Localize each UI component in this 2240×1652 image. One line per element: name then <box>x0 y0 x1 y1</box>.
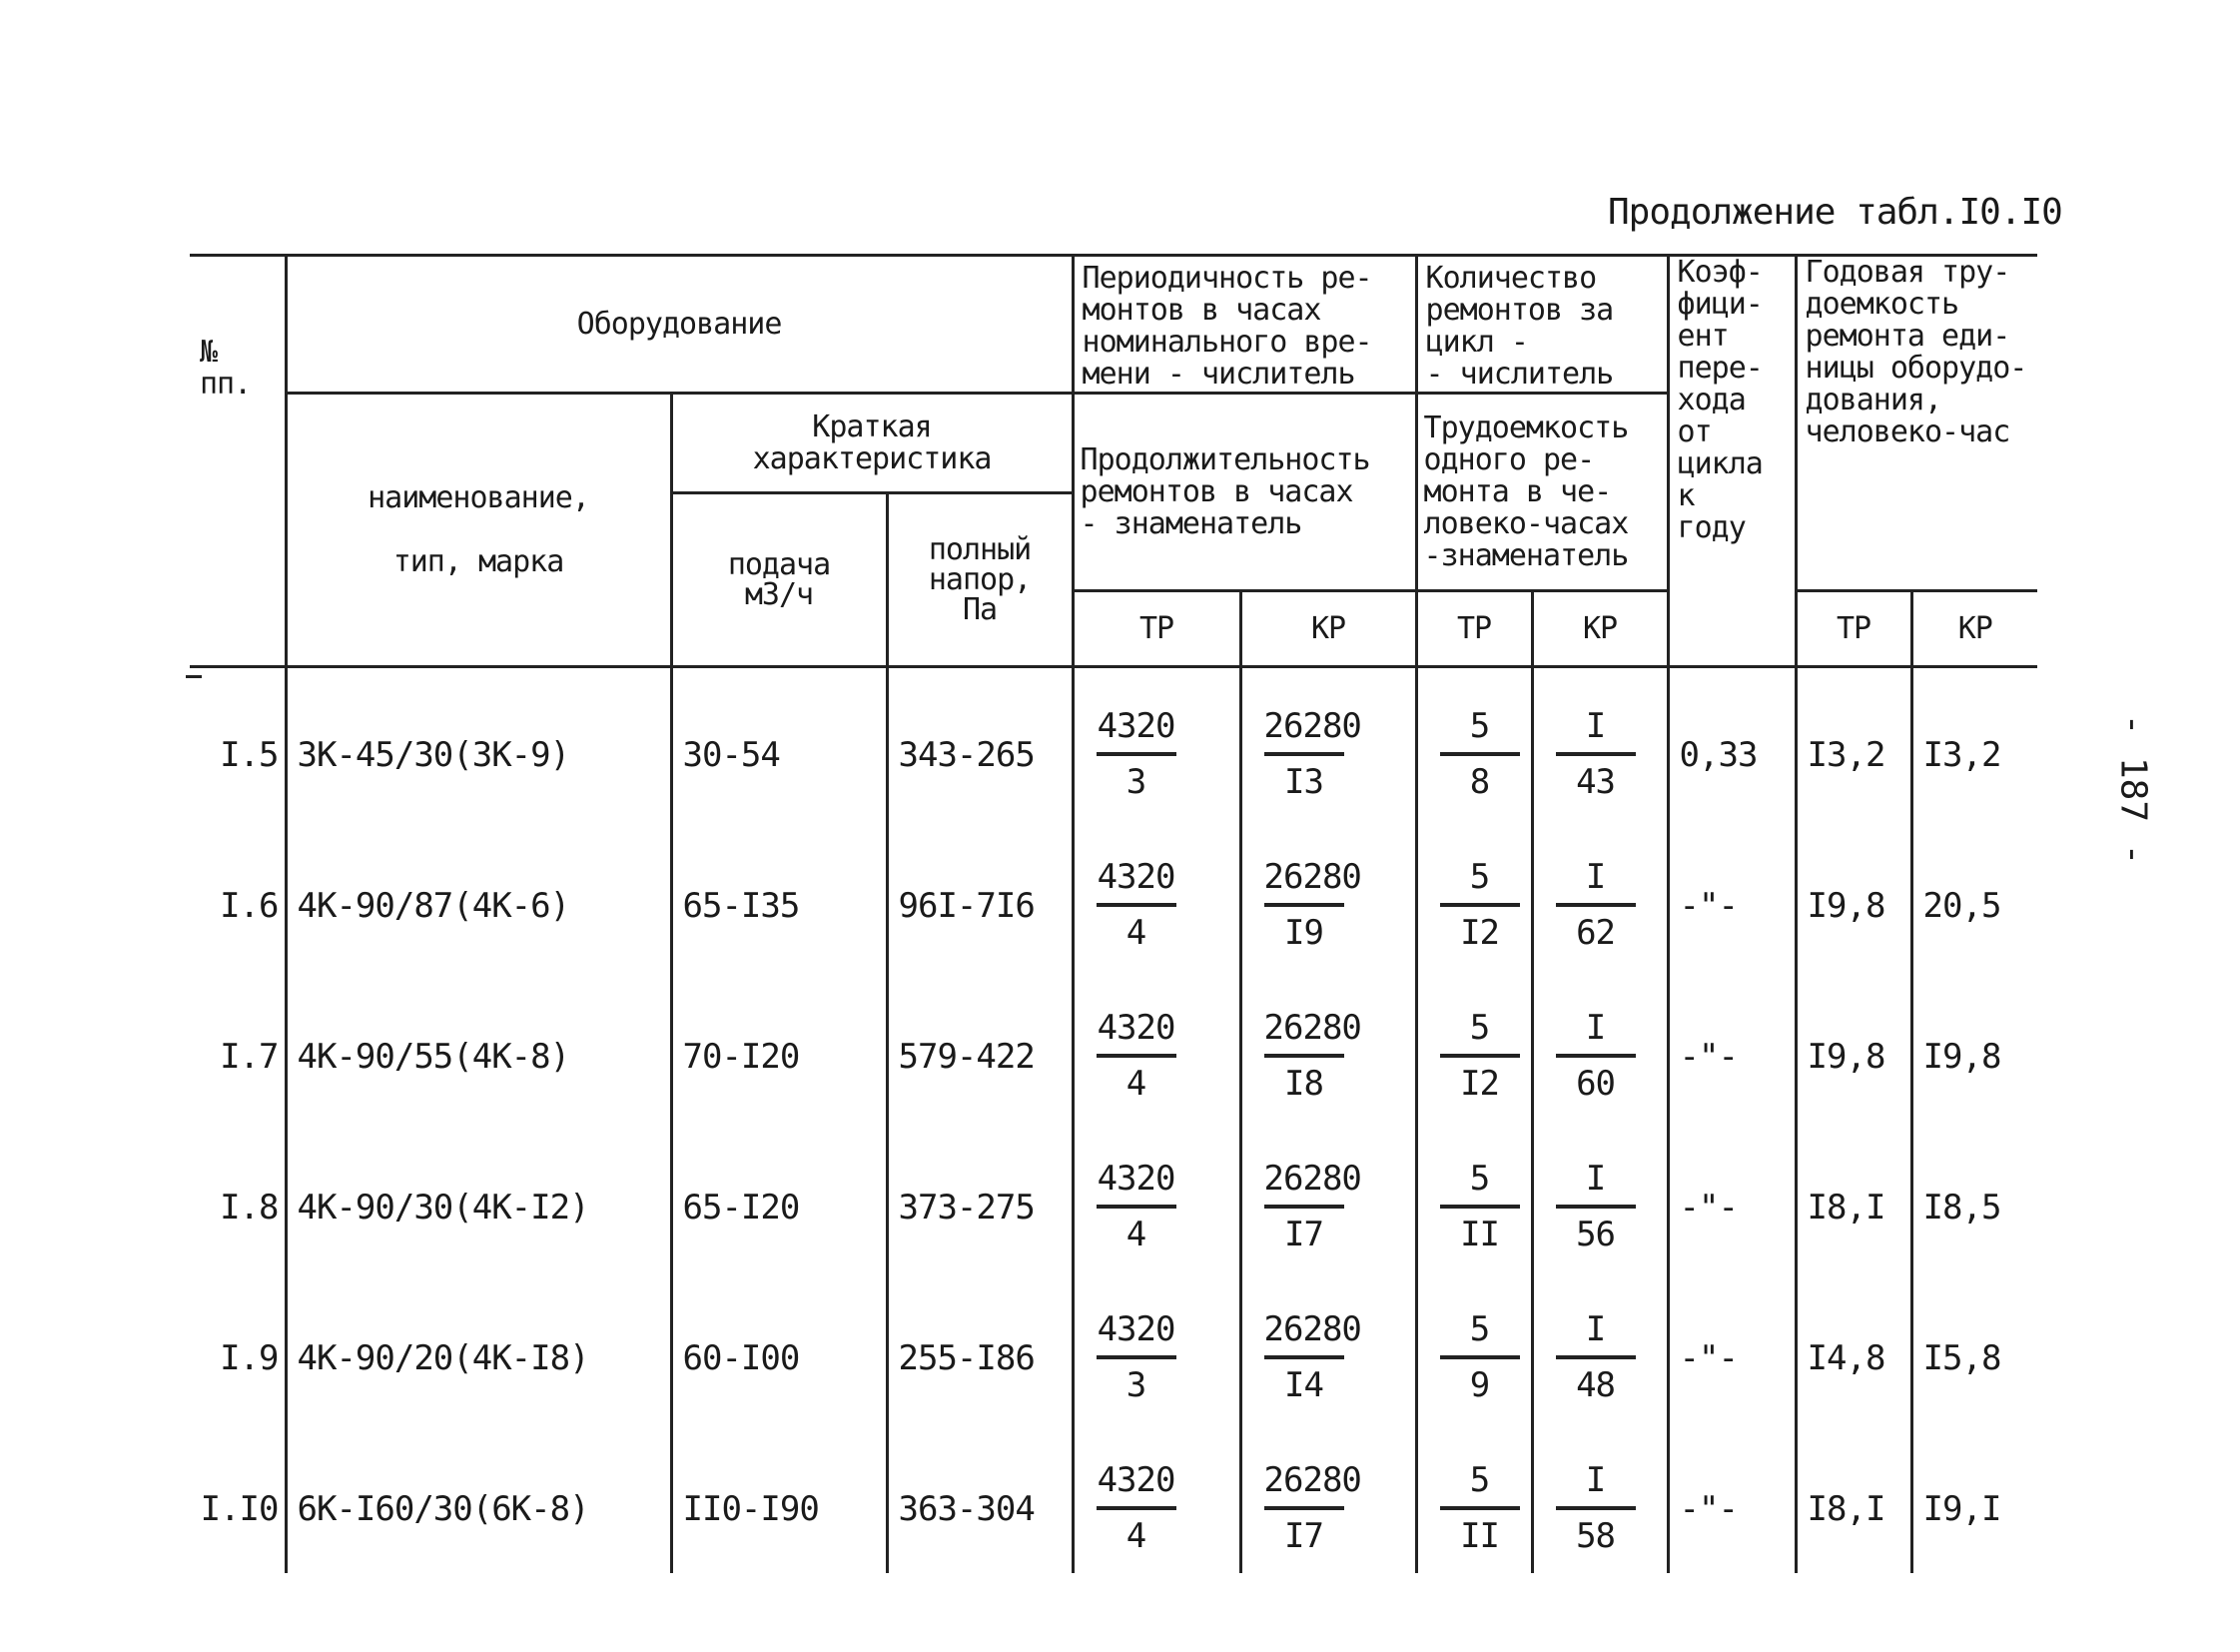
head-value: 373-275 <box>887 1121 1073 1271</box>
coefficient-value: -"- <box>1668 1271 1796 1422</box>
head-value: 579-422 <box>887 970 1073 1121</box>
kr-periodicity-fraction-denominator: I4 <box>1284 1365 1323 1405</box>
head-value: 96I-7I6 <box>887 819 1073 970</box>
annual-tr-value: I8,I <box>1796 1422 1911 1573</box>
kr-count-fraction <box>1532 1422 1668 1573</box>
feed-value: 60-I00 <box>671 1271 887 1422</box>
table-caption: Продолжение табл.I0.I0 <box>1608 192 2062 233</box>
tr-periodicity-fraction <box>1073 1422 1240 1573</box>
header-brief: Краткая характеристика <box>671 394 1073 493</box>
kr-count-fraction-numerator: I <box>1556 857 1636 907</box>
annual-tr-value: I9,8 <box>1796 970 1911 1121</box>
feed-value: 65-I20 <box>671 1121 887 1271</box>
tr-periodicity-fraction <box>1073 667 1240 820</box>
header-repair-count: Количество ремонтов за цикл - - числитель <box>1416 256 1668 394</box>
kr-count-fraction-denominator: 48 <box>1576 1365 1616 1405</box>
header-per-kr: КР <box>1240 591 1416 667</box>
annual-kr-value: I3,2 <box>1911 667 2037 820</box>
header-ann-kr: КР <box>1911 591 2037 667</box>
table-row <box>190 819 2037 970</box>
tr-periodicity-fraction-denominator: 4 <box>1125 913 1146 953</box>
annual-kr-value: I5,8 <box>1922 1338 2001 1378</box>
tr-periodicity-fraction-numerator: 4320 <box>1097 706 1176 756</box>
table-body <box>190 667 2037 1574</box>
tr-count-fraction-denominator: II <box>1460 1516 1500 1556</box>
tr-count-fraction-denominator: II <box>1460 1215 1500 1254</box>
tr-count-fraction-numerator: 5 <box>1440 1309 1520 1359</box>
tr-count-fraction <box>1416 1271 1532 1422</box>
equipment-name: 4К-90/87(4К-6) <box>286 819 671 970</box>
tr-periodicity-fraction-numerator: 4320 <box>1097 1460 1176 1510</box>
tr-count-fraction-numerator: 5 <box>1440 706 1520 756</box>
kr-periodicity-fraction-numerator: 26280 <box>1264 1460 1344 1510</box>
tr-periodicity-fraction-denominator: 4 <box>1125 1516 1146 1556</box>
kr-count-fraction <box>1532 667 1668 820</box>
tr-count-fraction-numerator: 5 <box>1440 1008 1520 1058</box>
kr-count-fraction <box>1532 819 1668 970</box>
kr-periodicity-fraction-denominator: I3 <box>1284 762 1323 802</box>
row-number: I.5 <box>190 667 286 820</box>
header-periodicity: Периодичность ре- монтов в часах номинального вре- мени - числитель <box>1073 256 1416 394</box>
row-number: I.I0 <box>190 1422 286 1573</box>
kr-periodicity-fraction <box>1240 1121 1416 1271</box>
tr-periodicity-fraction-numerator: 4320 <box>1097 1008 1176 1058</box>
row-number: I.6 <box>190 819 286 970</box>
kr-count-fraction-denominator: 43 <box>1576 762 1616 802</box>
table-row <box>190 1271 2037 1422</box>
equipment-name: 6К-I60/30(6К-8) <box>286 1422 671 1573</box>
kr-periodicity-fraction-numerator: 26280 <box>1264 706 1344 756</box>
header-head: полный напор, Па <box>887 493 1073 667</box>
header-ann-tr: ТР <box>1796 591 1911 667</box>
annual-kr-value: I9,8 <box>1922 1037 2001 1077</box>
coefficient-value: -"- <box>1668 970 1796 1121</box>
equipment-name: 4К-90/20(4К-I8) <box>286 1271 671 1422</box>
repair-table <box>190 254 2037 1573</box>
kr-count-fraction-numerator: I <box>1556 1460 1636 1510</box>
tr-count-fraction-denominator: I2 <box>1460 913 1500 953</box>
header-per-tr: ТР <box>1073 591 1240 667</box>
annual-tr-value: I3,2 <box>1796 667 1911 820</box>
kr-count-fraction <box>1532 1271 1668 1422</box>
head-value: 255-I86 <box>887 1271 1073 1422</box>
tr-count-fraction <box>1416 970 1532 1121</box>
head-value: 343-265 <box>887 667 1073 820</box>
coefficient-value: 0,33 <box>1668 667 1796 820</box>
kr-periodicity-fraction-numerator: 26280 <box>1264 857 1344 907</box>
header-cnt-kr: КР <box>1532 591 1668 667</box>
feed-value: 30-54 <box>671 667 887 820</box>
tr-periodicity-fraction-denominator: 4 <box>1125 1064 1146 1104</box>
tr-count-fraction <box>1416 819 1532 970</box>
header-feed: подача м3/ч <box>671 493 887 667</box>
tr-periodicity-fraction-denominator: 4 <box>1125 1215 1146 1254</box>
tr-periodicity-fraction <box>1073 1121 1240 1271</box>
tr-periodicity-fraction <box>1073 819 1240 970</box>
tr-periodicity-fraction-numerator: 4320 <box>1097 1159 1176 1209</box>
kr-count-fraction <box>1532 1121 1668 1271</box>
annual-kr-value: I9,I <box>1922 1489 2001 1529</box>
tr-count-fraction-numerator: 5 <box>1440 1159 1520 1209</box>
table-row <box>190 1121 2037 1271</box>
tr-periodicity-fraction <box>1073 1271 1240 1422</box>
kr-periodicity-fraction-numerator: 26280 <box>1264 1008 1344 1058</box>
kr-count-fraction-numerator: I <box>1556 1309 1636 1359</box>
coefficient-value: -"- <box>1668 1422 1796 1573</box>
header-name: наименование, тип, марка <box>286 394 671 667</box>
kr-periodicity-fraction <box>1240 1271 1416 1422</box>
annual-tr-value: I9,8 <box>1796 819 1911 970</box>
kr-count-fraction-numerator: I <box>1556 1008 1636 1058</box>
kr-periodicity-fraction <box>1240 1422 1416 1573</box>
row-number: I.7 <box>190 970 286 1121</box>
feed-value: 70-I20 <box>671 970 887 1121</box>
kr-periodicity-fraction-denominator: I7 <box>1284 1516 1323 1556</box>
kr-periodicity-fraction-denominator: I7 <box>1284 1215 1323 1254</box>
tr-periodicity-fraction-denominator: 3 <box>1125 1365 1146 1405</box>
table-row <box>190 1422 2037 1573</box>
tr-periodicity-fraction-numerator: 4320 <box>1097 857 1176 907</box>
tr-periodicity-fraction <box>1073 970 1240 1121</box>
kr-periodicity-fraction <box>1240 667 1416 820</box>
header-cnt-tr: ТР <box>1416 591 1532 667</box>
kr-periodicity-fraction-denominator: I9 <box>1284 913 1323 953</box>
equipment-name: 3К-45/30(3К-9) <box>286 667 671 820</box>
annual-kr-value: I8,5 <box>1922 1188 2001 1228</box>
table-row <box>190 970 2037 1121</box>
header-labor-one: Трудоемкость одного ре- монта в че- ловеко-часах -знаменатель <box>1416 394 1668 591</box>
row-number: I.8 <box>190 1121 286 1271</box>
annual-tr-value: I8,I <box>1796 1121 1911 1271</box>
feed-value: 65-I35 <box>671 819 887 970</box>
tr-count-fraction-numerator: 5 <box>1440 1460 1520 1510</box>
kr-count-fraction-denominator: 58 <box>1576 1516 1616 1556</box>
equipment-name: 4К-90/55(4К-8) <box>286 970 671 1121</box>
kr-count-fraction <box>1532 970 1668 1121</box>
tr-count-fraction-denominator: 9 <box>1469 1365 1490 1405</box>
tr-count-fraction <box>1416 1422 1532 1573</box>
kr-count-fraction-denominator: 56 <box>1576 1215 1616 1254</box>
coefficient-value: -"- <box>1668 1121 1796 1271</box>
header-number: № пп. <box>190 256 286 591</box>
tr-periodicity-fraction-numerator: 4320 <box>1097 1309 1176 1359</box>
annual-kr-value: 20,5 <box>1922 886 2001 926</box>
kr-periodicity-fraction-denominator: I8 <box>1284 1064 1323 1104</box>
kr-count-fraction-denominator: 62 <box>1576 913 1616 953</box>
kr-periodicity-fraction <box>1240 819 1416 970</box>
tr-periodicity-fraction-denominator: 3 <box>1125 762 1146 802</box>
tr-count-fraction-denominator: 8 <box>1469 762 1490 802</box>
coefficient-value: -"- <box>1668 819 1796 970</box>
header-equipment: Оборудование <box>286 256 1073 394</box>
kr-periodicity-fraction-numerator: 26280 <box>1264 1159 1344 1209</box>
tr-count-fraction-denominator: I2 <box>1460 1064 1500 1104</box>
equipment-name: 4К-90/30(4К-I2) <box>286 1121 671 1271</box>
kr-count-fraction-denominator: 60 <box>1576 1064 1616 1104</box>
table-row <box>190 667 2037 820</box>
head-value: 363-304 <box>887 1422 1073 1573</box>
feed-value: II0-I90 <box>671 1422 887 1573</box>
tr-count-fraction <box>1416 1121 1532 1271</box>
kr-count-fraction-numerator: I <box>1556 1159 1636 1209</box>
page-number: - 187 - <box>2112 713 2154 866</box>
header-duration: Продолжительность ремонтов в часах - знаменатель <box>1073 394 1416 591</box>
tr-count-fraction <box>1416 667 1532 820</box>
tr-count-fraction-numerator: 5 <box>1440 857 1520 907</box>
header-coefficient: Коэф- фици- ент пере- хода от цикла к году <box>1668 256 1796 591</box>
kr-count-fraction-numerator: I <box>1556 706 1636 756</box>
row-number: I.9 <box>190 1271 286 1422</box>
annual-tr-value: I4,8 <box>1796 1271 1911 1422</box>
header-annual-labor: Годовая тру- доемкость ремонта еди- ницы оборудо- дования, человеко-час <box>1796 256 2037 591</box>
kr-periodicity-fraction <box>1240 970 1416 1121</box>
kr-periodicity-fraction-numerator: 26280 <box>1264 1309 1344 1359</box>
